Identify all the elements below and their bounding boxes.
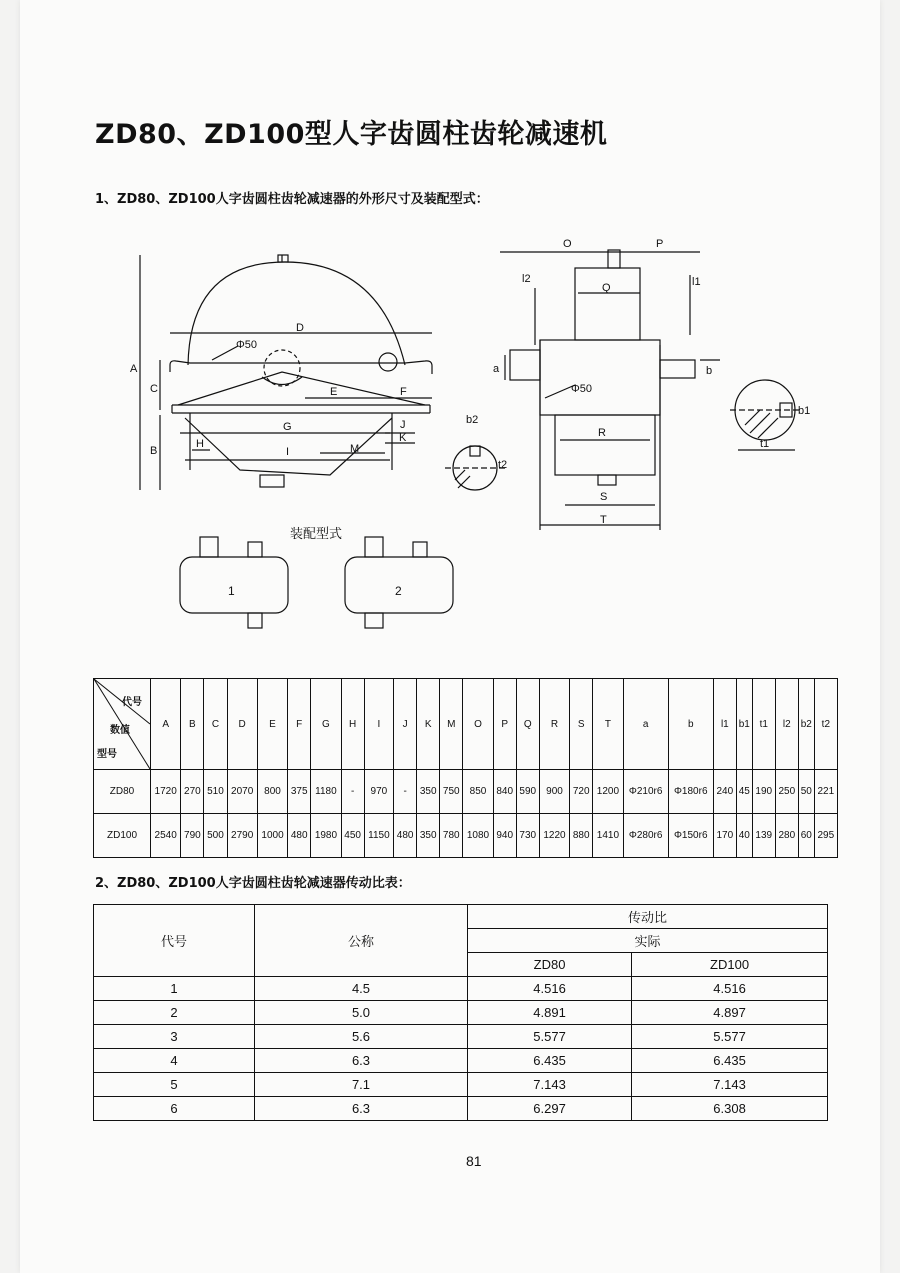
- dimension-cell: 170: [713, 814, 736, 858]
- column-header: a: [623, 679, 668, 770]
- ratio-header-zd100: ZD100: [632, 953, 828, 977]
- dimension-cell: 900: [539, 770, 569, 814]
- dim-label-s: S: [600, 491, 608, 503]
- ratio-zd100-cell: 6.308: [632, 1097, 828, 1121]
- section-2-heading: 2、ZD80、ZD100人字齿圆柱齿轮减速器传动比表：: [95, 876, 411, 891]
- dimension-cell: 750: [440, 770, 463, 814]
- dimension-cell: 480: [394, 814, 417, 858]
- key-label-t1: t1: [760, 438, 770, 450]
- dimension-cell: 510: [204, 770, 227, 814]
- model-cell: ZD100: [94, 814, 151, 858]
- ratio-zd100-cell: 6.435: [632, 1049, 828, 1073]
- dimension-cell: 1220: [539, 814, 569, 858]
- dimension-cell: Φ210r6: [623, 770, 668, 814]
- dimension-cell: 50: [798, 770, 814, 814]
- column-header: R: [539, 679, 569, 770]
- column-header: b2: [798, 679, 814, 770]
- dimension-cell: 240: [713, 770, 736, 814]
- dim-label-e: E: [330, 386, 338, 398]
- dimension-cell: Φ150r6: [668, 814, 713, 858]
- dim-label-l1: l1: [692, 276, 701, 288]
- dim-label-a: A: [130, 363, 138, 375]
- column-header: l1: [713, 679, 736, 770]
- dim-label-c: C: [150, 383, 158, 395]
- column-header: B: [181, 679, 204, 770]
- dimension-cell: 730: [516, 814, 539, 858]
- dimension-cell: 1720: [151, 770, 181, 814]
- column-header: F: [288, 679, 311, 770]
- ratio-code-cell: 5: [94, 1073, 255, 1097]
- dimension-cell: 295: [814, 814, 837, 858]
- ratio-nominal-cell: 6.3: [255, 1097, 468, 1121]
- dimension-cell: 450: [341, 814, 364, 858]
- ratio-zd100-cell: 4.516: [632, 977, 828, 1001]
- ratio-zd100-cell: 4.897: [632, 1001, 828, 1025]
- column-header: t1: [752, 679, 775, 770]
- dim-label-l2: l2: [522, 273, 531, 285]
- dimension-cell: 940: [493, 814, 516, 858]
- ratio-table: [93, 904, 828, 1121]
- dimension-cell: 1410: [593, 814, 623, 858]
- key-label-b1: b1: [798, 405, 811, 417]
- key-label-b2: b2: [466, 414, 479, 426]
- ratio-zd80-cell: 4.891: [468, 1001, 632, 1025]
- dim-label-p: P: [656, 238, 664, 250]
- phi50-side-label: Φ50: [571, 383, 593, 395]
- dimension-cell: 790: [181, 814, 204, 858]
- dimension-cell: Φ280r6: [623, 814, 668, 858]
- dim-label-m: M: [350, 443, 360, 455]
- ratio-nominal-cell: 6.3: [255, 1049, 468, 1073]
- ratio-zd80-cell: 4.516: [468, 977, 632, 1001]
- dimension-cell: 500: [204, 814, 227, 858]
- dimension-cell: 375: [288, 770, 311, 814]
- column-header: P: [493, 679, 516, 770]
- column-header: O: [463, 679, 493, 770]
- dim-label-j: J: [400, 419, 406, 431]
- dim-label-o: O: [563, 238, 572, 250]
- dimension-cell: 250: [775, 770, 798, 814]
- dimension-table: [93, 678, 838, 858]
- ratio-header-nominal: 公称: [255, 905, 468, 977]
- dim-label-b-small: b: [706, 365, 713, 377]
- column-header: M: [440, 679, 463, 770]
- phi50-front-label: Φ50: [236, 339, 258, 351]
- ratio-zd80-cell: 6.435: [468, 1049, 632, 1073]
- column-header: b1: [736, 679, 752, 770]
- dim-label-g: G: [283, 421, 292, 433]
- dim-label-f: F: [400, 386, 407, 398]
- dimension-cell: 780: [440, 814, 463, 858]
- ratio-nominal-cell: 4.5: [255, 977, 468, 1001]
- dim-label-i: I: [286, 446, 290, 458]
- ratio-zd80-cell: 5.577: [468, 1025, 632, 1049]
- dimension-table-corner: [94, 679, 151, 770]
- dimension-cell: 40: [736, 814, 752, 858]
- ratio-code-cell: 6: [94, 1097, 255, 1121]
- page-title: ZD80、ZD100型人字齿圆柱齿轮减速机: [95, 119, 608, 150]
- dimension-cell: 1080: [463, 814, 493, 858]
- column-header: Q: [516, 679, 539, 770]
- dimension-cell: 880: [570, 814, 593, 858]
- column-header: l2: [775, 679, 798, 770]
- dim-label-b: B: [150, 445, 158, 457]
- dimension-cell: 970: [364, 770, 393, 814]
- column-header: I: [364, 679, 393, 770]
- column-header: t2: [814, 679, 837, 770]
- column-header: K: [417, 679, 440, 770]
- dimension-cell: 1150: [364, 814, 393, 858]
- dim-label-h: H: [196, 438, 204, 450]
- corner-model-label: 型号: [97, 749, 117, 760]
- dimension-cell: 1980: [311, 814, 341, 858]
- ratio-row: [94, 1001, 828, 1025]
- assembly-type-1: 1: [228, 584, 235, 598]
- dimension-cell: 850: [463, 770, 493, 814]
- dimension-cell: 800: [257, 770, 287, 814]
- ratio-code-cell: 3: [94, 1025, 255, 1049]
- column-header: H: [341, 679, 364, 770]
- model-cell: ZD80: [94, 770, 151, 814]
- dimension-cell: 480: [288, 814, 311, 858]
- column-header: S: [570, 679, 593, 770]
- ratio-header-actual: 实际: [468, 929, 828, 953]
- assembly-title: 装配型式: [290, 526, 343, 541]
- dimension-cell: 190: [752, 770, 775, 814]
- ratio-nominal-cell: 5.6: [255, 1025, 468, 1049]
- corner-value-label: 数值: [110, 725, 130, 736]
- dimension-cell: 350: [417, 814, 440, 858]
- dimension-cell: 139: [752, 814, 775, 858]
- dimension-cell: 840: [493, 770, 516, 814]
- column-header: D: [227, 679, 257, 770]
- column-header: J: [394, 679, 417, 770]
- ratio-zd80-cell: 7.143: [468, 1073, 632, 1097]
- key-label-t2: t2: [498, 459, 508, 471]
- ratio-nominal-cell: 7.1: [255, 1073, 468, 1097]
- dimension-cell: 45: [736, 770, 752, 814]
- dimension-cell: 2540: [151, 814, 181, 858]
- dim-label-r: R: [598, 427, 606, 439]
- dimension-cell: 280: [775, 814, 798, 858]
- column-header: T: [593, 679, 623, 770]
- ratio-header-code: 代号: [94, 905, 255, 977]
- ratio-row: [94, 1097, 828, 1121]
- column-header: E: [257, 679, 287, 770]
- ratio-zd80-cell: 6.297: [468, 1097, 632, 1121]
- assembly-type-2: 2: [395, 584, 402, 598]
- page-number: 81: [466, 1153, 482, 1169]
- dimension-cell: 2790: [227, 814, 257, 858]
- column-header: C: [204, 679, 227, 770]
- column-header: b: [668, 679, 713, 770]
- dimension-cell: 60: [798, 814, 814, 858]
- dimension-cell: 1180: [311, 770, 341, 814]
- dimension-cell: 221: [814, 770, 837, 814]
- ratio-code-cell: 2: [94, 1001, 255, 1025]
- dimension-cell: 720: [570, 770, 593, 814]
- ratio-header-ratio: 传动比: [468, 905, 828, 929]
- dimension-cell: 1200: [593, 770, 623, 814]
- corner-code-label: 代号: [122, 697, 142, 708]
- column-header: G: [311, 679, 341, 770]
- dim-label-d: D: [296, 322, 304, 334]
- column-header: A: [151, 679, 181, 770]
- ratio-zd100-cell: 7.143: [632, 1073, 828, 1097]
- section-1-heading: 1、ZD80、ZD100人字齿圆柱齿轮减速器的外形尺寸及装配型式：: [95, 192, 489, 207]
- ratio-header-zd80: ZD80: [468, 953, 632, 977]
- dim-label-q: Q: [602, 282, 611, 294]
- dimension-cell: -: [394, 770, 417, 814]
- ratio-row: [94, 1025, 828, 1049]
- dim-label-k: K: [399, 432, 407, 444]
- ratio-nominal-cell: 5.0: [255, 1001, 468, 1025]
- dimension-cell: Φ180r6: [668, 770, 713, 814]
- ratio-row: [94, 977, 828, 1001]
- dimension-cell: 350: [417, 770, 440, 814]
- dim-label-t: T: [600, 514, 607, 526]
- ratio-row: [94, 1049, 828, 1073]
- ratio-code-cell: 4: [94, 1049, 255, 1073]
- dim-label-a-small: a: [493, 363, 500, 375]
- dimension-cell: 1000: [257, 814, 287, 858]
- dimension-cell: 590: [516, 770, 539, 814]
- ratio-code-cell: 1: [94, 977, 255, 1001]
- dimension-cell: -: [341, 770, 364, 814]
- dimension-cell: 2070: [227, 770, 257, 814]
- ratio-zd100-cell: 5.577: [632, 1025, 828, 1049]
- dimension-cell: 270: [181, 770, 204, 814]
- ratio-row: [94, 1073, 828, 1097]
